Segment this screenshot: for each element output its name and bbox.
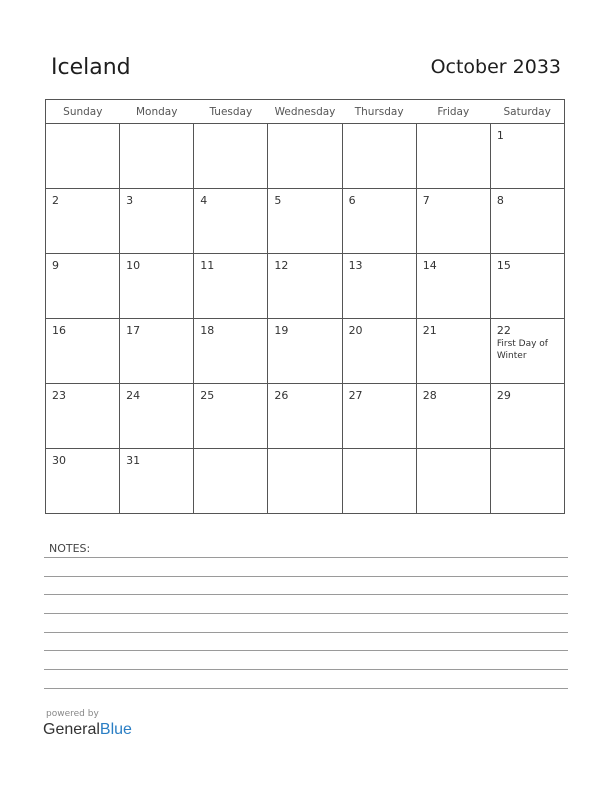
day-number: 6 — [348, 194, 356, 207]
day-number — [194, 449, 267, 454]
day-number: 13 — [348, 259, 363, 272]
day-cell — [268, 319, 342, 384]
day-number — [268, 124, 341, 129]
notes-label: NOTES: — [49, 542, 91, 555]
day-number — [491, 449, 564, 454]
day-number: 19 — [274, 324, 289, 337]
day-cell — [342, 124, 416, 189]
notes-line — [44, 594, 568, 595]
day-cell — [416, 319, 490, 384]
day-cell — [490, 124, 564, 189]
day-number — [417, 449, 490, 454]
week-row — [46, 124, 565, 189]
day-cell — [120, 319, 194, 384]
day-cell — [490, 254, 564, 319]
day-cell — [416, 254, 490, 319]
week-row — [46, 384, 565, 449]
day-number: 27 — [348, 389, 363, 402]
day-cell — [416, 449, 490, 514]
holiday-label: First Day of Winter — [496, 339, 548, 361]
day-number: 26 — [274, 389, 289, 402]
day-number: 5 — [274, 194, 282, 207]
day-cell — [268, 189, 342, 254]
day-number — [343, 449, 416, 454]
day-cell — [46, 319, 120, 384]
day-number: 16 — [52, 324, 66, 337]
month-year-title: October 2033 — [430, 56, 561, 78]
notes-line — [44, 632, 568, 633]
brand-general-text: General — [43, 721, 100, 738]
day-number: 30 — [52, 454, 66, 467]
day-cell — [120, 384, 194, 449]
day-cell — [194, 384, 268, 449]
day-number: 17 — [126, 324, 141, 337]
day-cell — [416, 124, 490, 189]
day-number: 9 — [52, 259, 59, 272]
day-number: 21 — [422, 324, 437, 337]
day-number — [343, 124, 416, 129]
day-cell — [342, 319, 416, 384]
week-row — [46, 189, 565, 254]
day-cell — [490, 189, 564, 254]
day-cell — [268, 124, 342, 189]
day-number: 25 — [200, 389, 215, 402]
notes-line — [44, 613, 568, 614]
day-number — [417, 124, 490, 129]
day-number: 11 — [200, 259, 215, 272]
week-row — [46, 254, 565, 319]
day-number: 24 — [126, 389, 141, 402]
brand-blue-text: Blue — [99, 721, 132, 738]
day-cell — [342, 449, 416, 514]
powered-by-text: powered by — [46, 709, 99, 719]
day-number: 15 — [496, 259, 511, 272]
day-number: 23 — [52, 389, 66, 402]
weekday-header: Wednesday — [268, 100, 342, 124]
day-cell — [268, 449, 342, 514]
weekday-header: Monday — [120, 100, 194, 124]
day-cell — [194, 189, 268, 254]
day-cell — [342, 384, 416, 449]
weekday-header: Friday — [416, 100, 490, 124]
weekday-header: Thursday — [342, 100, 416, 124]
day-number: 29 — [496, 389, 511, 402]
day-number: 10 — [126, 259, 141, 272]
day-cell — [268, 384, 342, 449]
day-cell — [120, 124, 194, 189]
day-number: 4 — [200, 194, 208, 207]
day-number: 2 — [52, 194, 59, 207]
weekday-header: Tuesday — [194, 100, 268, 124]
day-cell — [194, 254, 268, 319]
calendar-grid — [45, 99, 565, 514]
notes-line — [44, 576, 568, 577]
day-number: 20 — [348, 324, 363, 337]
day-number: 7 — [422, 194, 430, 207]
day-cell — [342, 254, 416, 319]
day-cell — [490, 449, 564, 514]
day-number — [194, 124, 267, 129]
day-number: 3 — [126, 194, 134, 207]
day-cell — [120, 254, 194, 319]
day-cell — [416, 189, 490, 254]
weekday-header-row — [46, 100, 565, 124]
weekday-header: Saturday — [490, 100, 564, 124]
day-cell — [416, 384, 490, 449]
day-cell — [490, 319, 564, 384]
day-cell — [490, 384, 564, 449]
day-cell — [194, 319, 268, 384]
day-number: 22 — [496, 324, 511, 337]
day-cell — [194, 124, 268, 189]
day-number: 8 — [496, 194, 504, 207]
day-number: 14 — [422, 259, 437, 272]
day-cell — [342, 189, 416, 254]
day-cell — [46, 254, 120, 319]
notes-line — [44, 669, 568, 670]
day-cell — [120, 189, 194, 254]
notes-line — [44, 650, 568, 651]
notes-line — [44, 688, 568, 689]
country-title: Iceland — [51, 55, 131, 80]
day-number — [268, 449, 341, 454]
week-row — [46, 319, 565, 384]
day-cell — [194, 449, 268, 514]
day-cell — [46, 449, 120, 514]
day-number: 31 — [126, 454, 141, 467]
day-number — [120, 124, 193, 129]
day-cell — [46, 124, 120, 189]
day-cell — [46, 189, 120, 254]
day-cell — [46, 384, 120, 449]
day-cell — [120, 449, 194, 514]
day-number: 18 — [200, 324, 215, 337]
day-number: 1 — [496, 129, 504, 142]
weekday-header: Sunday — [46, 100, 120, 124]
notes-line — [44, 557, 568, 558]
week-row — [46, 449, 565, 514]
generalblue-logo[interactable] — [43, 721, 132, 739]
day-number — [46, 124, 119, 129]
day-number: 12 — [274, 259, 289, 272]
day-number: 28 — [422, 389, 437, 402]
day-cell — [268, 254, 342, 319]
